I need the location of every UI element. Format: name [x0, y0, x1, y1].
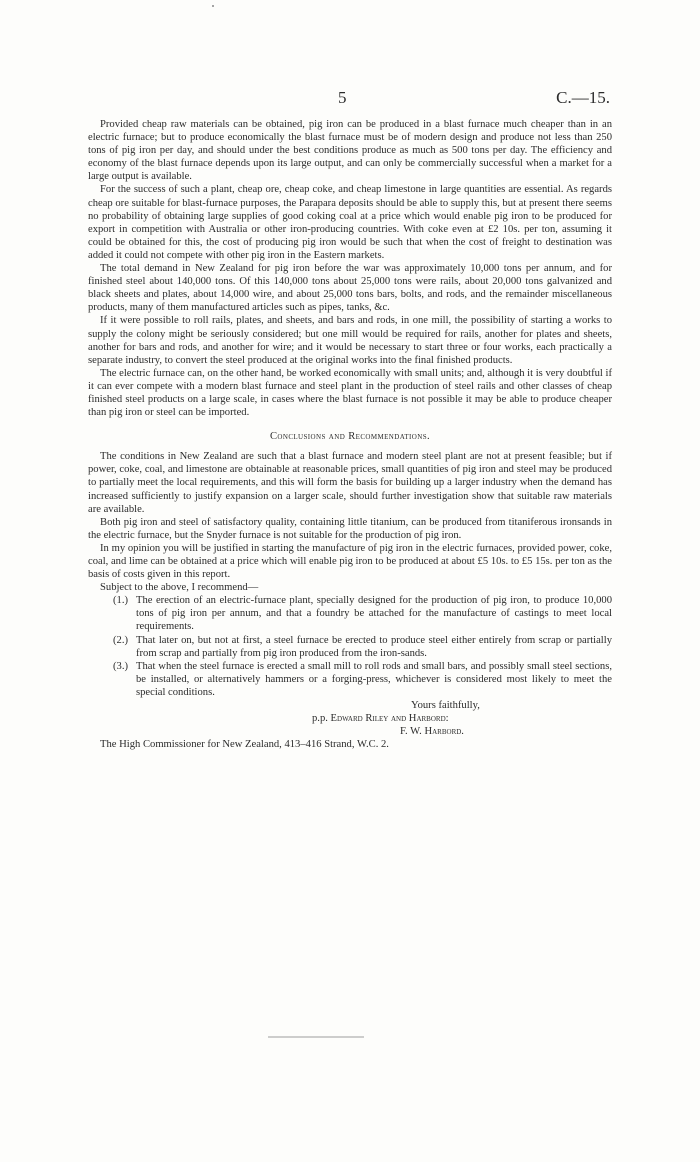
paragraph: If it were possible to roll rails, plates, and sheets, and bars and rods, in one mill, the possibility of starting a works to supply the colony might be seriously considered; but one mill would be required for rails, another for plates and sheets, another for bars and rods, and another for wire; and it would be necessary to start three or four works, each practically a separate industry, to convert the steel produced at the original works into the final finished products.	[88, 315, 612, 366]
signature-firm-line	[88, 712, 612, 725]
recommendation-number: (2.)	[113, 634, 129, 646]
report-body	[88, 118, 612, 751]
paragraph: The electric furnace can, on the other hand, be worked economically with small units; and, although it is very doubtful if it can ever compete with a modern blast furnace and steel plant in the production of steel rails and other classes of cheap finished steel products on a large scale, in cases where the blast furnace is not possible it may be able to produce cheaper than pig iron or steel can be imported.	[88, 367, 612, 419]
paragraph: The total demand in New Zealand for pig iron before the war was approximately 10,000 tons per annum, and for finished steel about 140,000 tons. Of this 140,000 tons about 25,000 tons were rails, about 20,000 tons galvanized and black sheets and plates, about 14,000 wire, and about 25,000 tons bars, bolts, and rods, and the remainder miscellaneous products, many of them manufactured articles such as pipes, tanks, &c.	[88, 263, 612, 314]
page-number: 5	[338, 88, 347, 107]
page-header	[90, 88, 610, 108]
paragraph: Subject to the above, I recommend—	[100, 582, 259, 594]
scan-smudge	[268, 1036, 364, 1038]
recommendation-text: That when the steel furnace is erected a small mill to roll rods and small bars, and possibly small steel sections, be installed, or alternatively hammers or a forging-press, whichever is considered most likely to meet the special conditions.	[136, 660, 612, 698]
recommendation-text: That later on, but not at first, a steel furnace be erected to produce steel either entirely from scrap or partially from scrap and partially from pig iron produced from the iron-sands.	[136, 634, 612, 659]
recommendation-number: (3.)	[113, 660, 129, 672]
scan-speck	[212, 5, 214, 7]
addressee: The High Commissioner for New Zealand, 413–416 Strand, W.C. 2.	[100, 739, 389, 751]
recommendation-text: The erection of an electric-furnace plant, specially designed for the production of pig iron, to produce 10,000 tons of pig iron per annum, and that a foundry be attached for the manufacture of castings to meet local requirements.	[136, 595, 612, 633]
paragraph: The conditions in New Zealand are such that a blast furnace and modern steel plant are not at present feasible; but if power, coke, coal, and limestone are obtainable at reasonable prices, small quantities of pig iron and steel may be produced to partially meet the local requirements, and this will form the basis for building up a larger industry when the demand has increased sufficiently to justify expansion on a larger scale, should further investigation show that suitable raw materials are available.	[88, 451, 612, 515]
recommendation-list	[88, 594, 612, 699]
recommendation-item	[88, 634, 612, 660]
signature-closing: Yours faithfully,	[411, 700, 480, 712]
signature-block	[88, 699, 612, 738]
paragraph: Provided cheap raw materials can be obtained, pig iron can be produced in a blast furnace much cheaper than in an electric furnace; but to produce economically the blast furnace must be of modern design and produce not less than 250 tons of pig iron per day, and should under the best conditions produce as much as 500 tons per day. The efficiency and economy of the blast furnace depends upon its large output, and can only be commercially successful when a market for a large output is available.	[88, 119, 612, 183]
signature-firm-suffix: :	[445, 713, 449, 725]
paragraph: In my opinion you will be justified in starting the manufacture of pig iron in the electric furnaces, provided power, coke, coal, and lime can be obtained at a price which will enable pig iron to be produced at about £5 10s. to £5 15s. per ton as the basis of costs given in this report.	[88, 542, 612, 581]
section-heading: Conclusions and Recommendations.	[269, 431, 431, 443]
recommendation-item	[88, 660, 612, 699]
paragraph: For the success of such a plant, cheap ore, cheap coke, and cheap limestone in large quantities are essential. As regards cheap ore suitable for blast-furnace purposes, the Parapara deposits should be able to supply this, but at present there seems no probability of obtaining large supplies of good coking coal at a price which would enable pig iron to be produced for export in competition with Australia or other iron-producing countries. With coke even at £2 10s. per ton, assuming it could be obtained for this, the cost of producing pig iron would be such that when the cost of freight to destination was added it could not compete with other pig iron in the Eastern markets.	[88, 184, 612, 261]
signature-firm: Edward Riley and Harbord	[330, 713, 446, 725]
recommendation-item	[88, 594, 612, 633]
signature-pp: p.p.	[312, 713, 328, 725]
document-reference: C.—15.	[556, 88, 610, 107]
recommendation-number: (1.)	[113, 595, 129, 607]
paragraph: Both pig iron and steel of satisfactory quality, containing little titanium, can be produced from titaniferous ironsands in the electric furnace, but the Snyder furnace is not suitable for the production of pig iron.	[88, 516, 612, 541]
signature-name: F. W. Harbord.	[400, 726, 464, 738]
